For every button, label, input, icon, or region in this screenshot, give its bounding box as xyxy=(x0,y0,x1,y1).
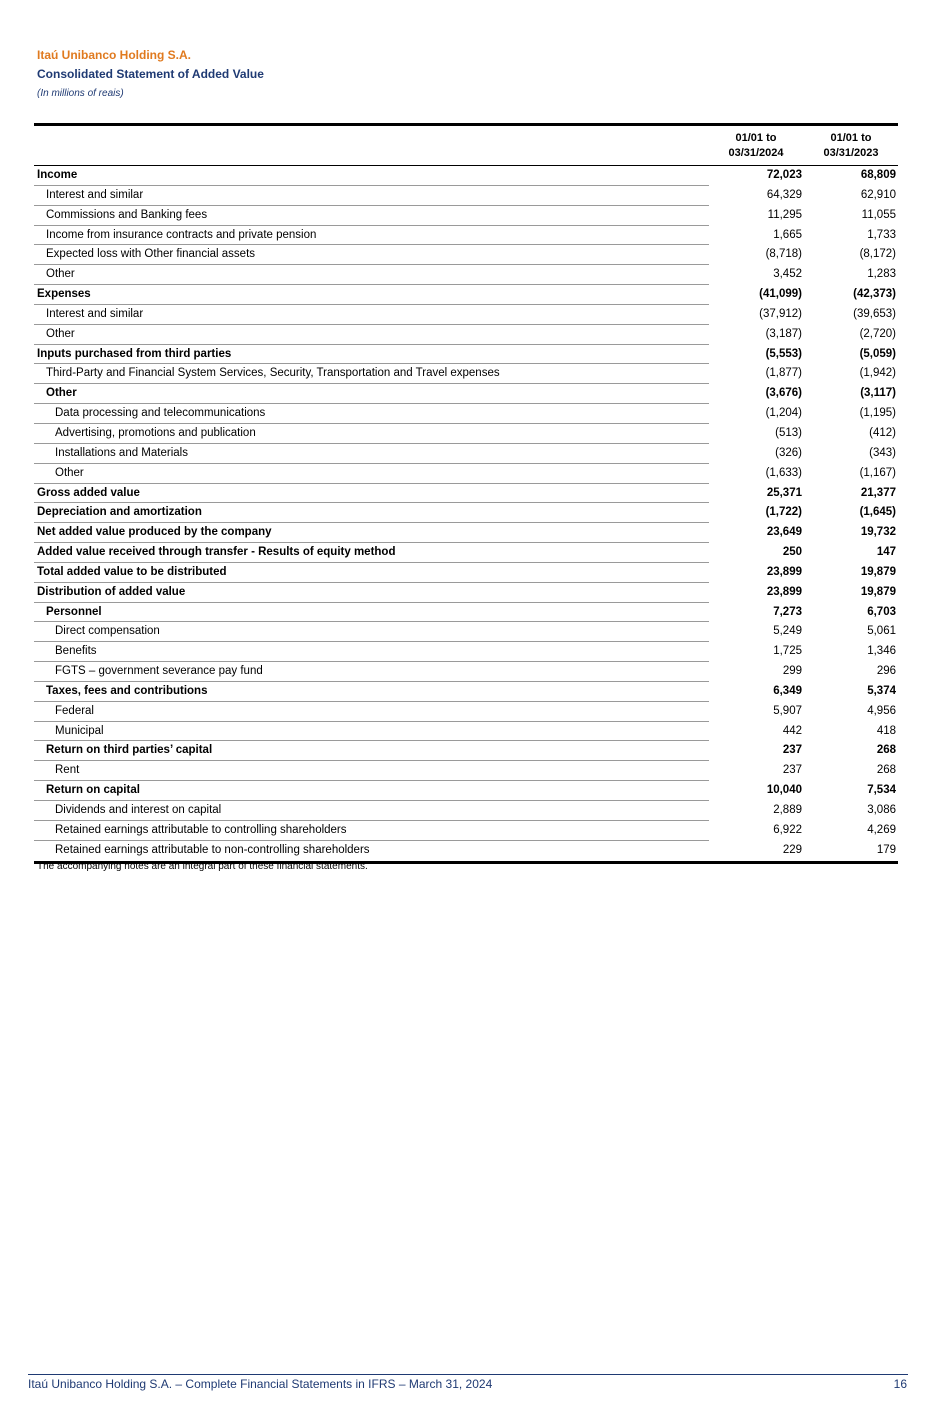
value-2024: 237 xyxy=(782,764,802,777)
value-2023: 4,956 xyxy=(867,704,896,717)
value-2023: 296 xyxy=(876,665,896,678)
footer-text: Itaú Unibanco Holding S.A. – Complete Financial Statements in IFRS – March 31, 2024 xyxy=(28,1377,493,1391)
value-2024: 23,899 xyxy=(766,565,802,578)
table-row xyxy=(34,801,898,821)
row-label: Other xyxy=(34,325,709,345)
row-label: Dividends and interest on capital xyxy=(34,801,709,821)
column-header-2023-line2: 03/31/2023 xyxy=(823,147,879,159)
table-row xyxy=(34,226,898,246)
row-label: Other xyxy=(34,384,709,404)
table-row xyxy=(34,166,898,186)
value-2023: (1,167) xyxy=(859,466,896,479)
table-row xyxy=(34,821,898,841)
row-label: Installations and Materials xyxy=(34,444,709,464)
value-2024: (8,718) xyxy=(765,248,802,261)
value-2024: (37,912) xyxy=(759,307,802,320)
value-2023: 21,377 xyxy=(860,486,896,499)
column-header-2023 xyxy=(806,131,896,161)
value-2023: 62,910 xyxy=(860,188,896,201)
row-label: Direct compensation xyxy=(34,622,709,642)
table-row xyxy=(34,682,898,702)
row-label: Personnel xyxy=(34,603,709,623)
row-label: Income xyxy=(34,166,709,186)
column-header-2023-line1: 01/01 to xyxy=(830,132,872,144)
footer-rule xyxy=(28,1374,908,1375)
value-2023: 1,346 xyxy=(867,645,896,658)
row-label: Taxes, fees and contributions xyxy=(34,682,709,702)
value-2024: 23,899 xyxy=(766,585,802,598)
value-2024: 5,907 xyxy=(773,704,802,717)
value-2024: 7,273 xyxy=(773,605,802,618)
value-2023: 4,269 xyxy=(867,823,896,836)
table-row xyxy=(34,622,898,642)
table-row xyxy=(34,603,898,623)
table-row xyxy=(34,424,898,444)
row-label: Retained earnings attributable to controlling shareholders xyxy=(34,821,709,841)
table-row xyxy=(34,543,898,563)
row-label: Interest and similar xyxy=(34,186,709,206)
table-row xyxy=(34,662,898,682)
value-2023: 68,809 xyxy=(860,169,896,181)
value-2024: (5,553) xyxy=(765,347,802,360)
value-2023: (5,059) xyxy=(859,347,896,360)
value-2024: 237 xyxy=(782,744,802,757)
value-2023: (3,117) xyxy=(860,387,896,400)
added-value-table xyxy=(34,123,898,864)
value-2024: (1,877) xyxy=(765,367,802,380)
value-2023: 179 xyxy=(876,843,896,856)
row-label: Advertising, promotions and publication xyxy=(34,424,709,444)
table-row xyxy=(34,484,898,504)
value-2024: (41,099) xyxy=(759,288,802,301)
table-row xyxy=(34,523,898,543)
row-label: Distribution of added value xyxy=(34,583,709,603)
value-2023: 5,374 xyxy=(867,684,896,697)
value-2023: (1,645) xyxy=(859,506,896,519)
value-2023: (39,653) xyxy=(853,307,896,320)
table-row xyxy=(34,761,898,781)
table-header xyxy=(34,126,898,166)
value-2023: 6,703 xyxy=(867,605,896,618)
value-2023: 268 xyxy=(876,764,896,777)
row-label: Municipal xyxy=(34,722,709,742)
row-label: Gross added value xyxy=(34,484,709,504)
row-label: Net added value produced by the company xyxy=(34,523,709,543)
row-label: FGTS – government severance pay fund xyxy=(34,662,709,682)
units-note: (In millions of reais) xyxy=(37,88,124,99)
value-2024: 299 xyxy=(782,665,802,678)
row-label: Retained earnings attributable to non-controlling shareholders xyxy=(55,843,370,856)
row-label: Added value received through transfer - Results of equity method xyxy=(34,543,709,563)
value-2023: (2,720) xyxy=(859,327,896,340)
value-2023: (8,172) xyxy=(859,248,896,261)
table-row xyxy=(34,364,898,384)
value-2024: 10,040 xyxy=(766,784,802,797)
row-label: Other xyxy=(34,464,709,484)
table-row xyxy=(34,404,898,424)
row-label: Expenses xyxy=(34,285,709,305)
value-2024: 5,249 xyxy=(773,625,802,638)
value-2024: 11,295 xyxy=(767,208,802,221)
row-label: Total added value to be distributed xyxy=(34,563,709,583)
table-row xyxy=(34,305,898,325)
value-2024: 1,725 xyxy=(773,645,802,658)
value-2023: 7,534 xyxy=(867,784,896,797)
value-2024: 229 xyxy=(782,843,802,856)
table-row xyxy=(34,702,898,722)
row-label: Rent xyxy=(34,761,709,781)
value-2024: 442 xyxy=(782,724,802,737)
value-2024: 72,023 xyxy=(766,169,802,181)
statement-title: Consolidated Statement of Added Value xyxy=(37,67,264,81)
value-2024: 64,329 xyxy=(766,188,802,201)
column-header-2024-line2: 03/31/2024 xyxy=(728,147,784,159)
value-2023: 3,086 xyxy=(867,804,896,816)
column-header-2024-line1: 01/01 to xyxy=(735,132,777,144)
value-2023: (42,373) xyxy=(853,288,896,301)
value-2023: 19,732 xyxy=(860,526,896,539)
row-label: Other xyxy=(34,265,709,285)
table-row xyxy=(34,503,898,523)
row-label: Return on capital xyxy=(34,781,709,801)
table-row xyxy=(34,186,898,206)
value-2023: (343) xyxy=(869,446,896,459)
row-label: Inputs purchased from third parties xyxy=(34,345,709,365)
table-row xyxy=(34,741,898,761)
value-2024: 6,349 xyxy=(773,684,802,697)
value-2024: 25,371 xyxy=(766,486,802,499)
value-2023: 268 xyxy=(876,744,896,757)
row-label: Benefits xyxy=(34,642,709,662)
table-row xyxy=(34,583,898,603)
table-row xyxy=(34,563,898,583)
value-2024: 1,665 xyxy=(773,228,802,241)
table-row xyxy=(34,265,898,285)
value-2024: (1,204) xyxy=(765,407,802,420)
value-2024: (1,633) xyxy=(765,466,802,479)
table-row xyxy=(34,245,898,265)
value-2024: (3,187) xyxy=(765,327,802,340)
footnote: The accompanying notes are an integral part of these financial statements. xyxy=(37,861,368,872)
table-row xyxy=(34,345,898,365)
value-2024: 3,452 xyxy=(773,268,802,281)
value-2023: (412) xyxy=(869,426,896,439)
row-label: Third-Party and Financial System Services, Security, Transportation and Travel expenses xyxy=(34,364,709,384)
value-2023: 147 xyxy=(876,546,896,559)
row-label: Federal xyxy=(34,702,709,722)
table-row xyxy=(34,841,898,861)
table-row xyxy=(34,206,898,226)
column-header-2024 xyxy=(711,131,801,161)
row-label: Expected loss with Other financial assets xyxy=(34,245,709,265)
row-label: Return on third parties’ capital xyxy=(34,741,709,761)
value-2024: 250 xyxy=(782,546,802,559)
company-name: Itaú Unibanco Holding S.A. xyxy=(37,48,191,62)
row-label: Data processing and telecommunications xyxy=(34,404,709,424)
row-label: Commissions and Banking fees xyxy=(34,206,709,226)
row-label: Interest and similar xyxy=(34,305,709,325)
value-2023: 19,879 xyxy=(860,585,896,598)
row-label: Depreciation and amortization xyxy=(34,503,709,523)
value-2023: 5,061 xyxy=(867,625,896,638)
value-2023: (1,942) xyxy=(859,367,896,380)
table-row xyxy=(34,325,898,345)
value-2024: (3,676) xyxy=(765,387,802,400)
value-2023: 418 xyxy=(876,724,896,737)
value-2024: (1,722) xyxy=(765,506,802,519)
table-row xyxy=(34,384,898,404)
value-2024: 2,889 xyxy=(773,804,802,816)
table-row xyxy=(34,285,898,305)
value-2023: 1,283 xyxy=(867,268,896,281)
value-2024: 6,922 xyxy=(773,823,802,836)
value-2023: 11,055 xyxy=(861,208,896,221)
value-2024: (513) xyxy=(775,426,802,439)
value-2023: (1,195) xyxy=(859,407,896,420)
table-body xyxy=(34,166,898,861)
table-row xyxy=(34,722,898,742)
value-2024: (326) xyxy=(775,446,802,459)
value-2023: 1,733 xyxy=(867,228,896,241)
row-label: Income from insurance contracts and private pension xyxy=(34,226,709,246)
table-row xyxy=(34,464,898,484)
page-number: 16 xyxy=(893,1377,907,1391)
value-2024: 23,649 xyxy=(766,526,802,539)
table-row xyxy=(34,642,898,662)
table-row xyxy=(34,444,898,464)
value-2023: 19,879 xyxy=(860,565,896,578)
table-row xyxy=(34,781,898,801)
